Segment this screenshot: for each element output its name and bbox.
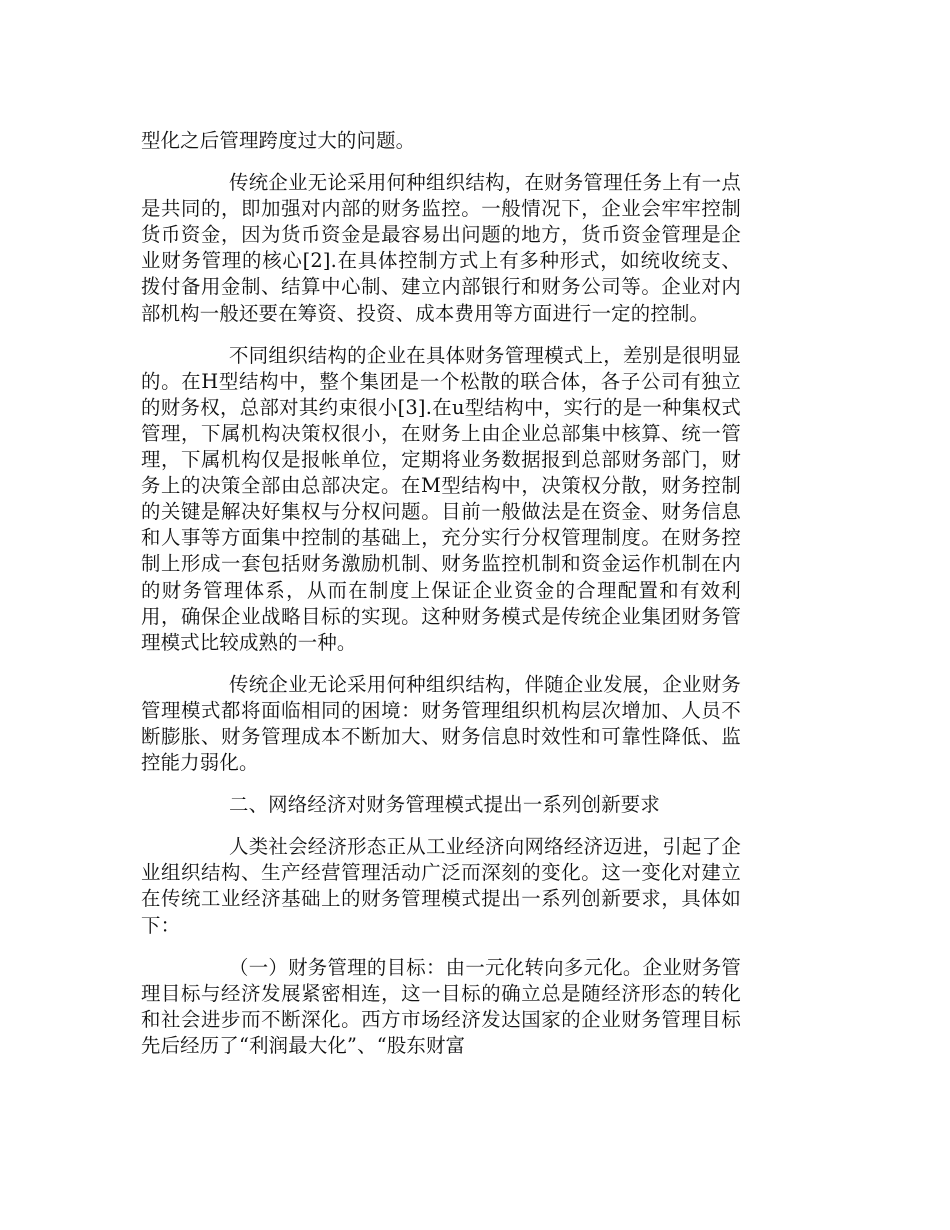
paragraph-network-economy: 人类社会经济形态正从工业经济向网络经济迈进，引起了企业组织结构、生产经营管理活动广泛而深刻的变化。这一变化对建立在传统工业经济基础上的财务管理模式提出一系列创新要求，具体如下：: [141, 835, 741, 937]
section-heading: 二、网络经济对财务管理模式提出一系列创新要求: [229, 793, 660, 817]
document-body: [141, 128, 741, 1075]
paragraph-goal-diversification: （一）财务管理的目标：由一元化转向多元化。企业财务管理目标与经济发展紧密相连，这一目标的确立总是随经济形态的转化和社会进步而不断深化。西方市场经济发达国家的企业财务管理目标先后经历了“利润最大化”、“股东财富: [141, 955, 741, 1057]
paragraph-dilemma: 传统企业无论采用何种组织结构，伴随企业发展，企业财务管理模式都将面临相同的困境：财务管理组织机构层次增加、人员不断膨胀、财务管理成本不断加大、财务信息时效性和可靠性降低、监控能力弱化。: [141, 672, 741, 775]
paragraph-traditional-control: 传统企业无论采用何种组织结构，在财务管理任务上有一点是共同的，即加强对内部的财务监控。一般情况下，企业会牢牢控制货币资金，因为货币资金是最容易出问题的地方，货币资金管理是企业财务管理的核心[2].在具体控制方式上有多种形式，如统收统支、拨付备用金制、结算中心制、建立内部银行和财务公司等。企业对内部机构一般还要在筹资、投资、成本费用等方面进行一定的控制。: [141, 171, 741, 325]
paragraph-structure-comparison: 不同组织结构的企业在具体财务管理模式上，差别是很明显的。在H型结构中，整个集团是一个松散的联合体，各子公司有独立的财务权，总部对其约束很小[3].在u型结构中，实行的是一种集权式管理，下属机构决策权很小，在财务上由企业总部集中核算、统一管理，下属机构仅是报帐单位，定期将业务数据报到总部财务部门，财务上的决策全部由总部决定。在M型结构中，决策权分散，财务控制的关键是解决好集权与分权问题。目前一般做法是在资金、财务信息和人事等方面集中控制的基础上，充分实行分权管理制度。在财务控制上形成一套包括财务激励机制、财务监控机制和资金运作机制在内的财务管理体系，从而在制度上保证企业资金的合理配置和有效利用，确保企业战略目标的实现。这种财务模式是传统企业集团财务管理模式比较成熟的一种。: [141, 343, 741, 654]
paragraph-continuation: 型化之后管理跨度过大的问题。: [141, 129, 416, 152]
